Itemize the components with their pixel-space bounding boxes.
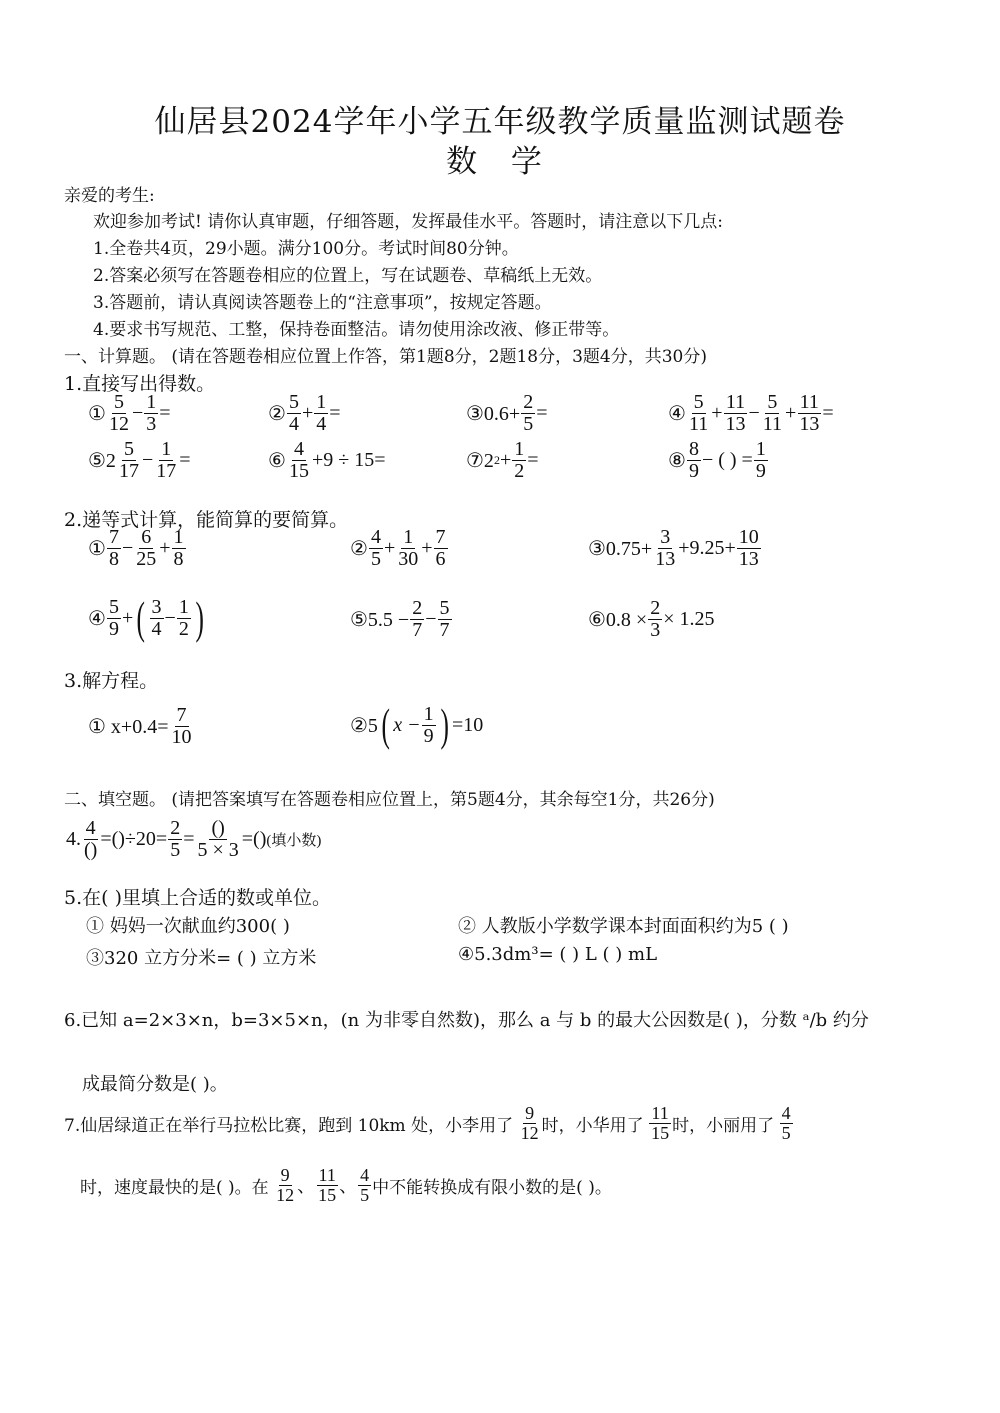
- section-2-heading: 二、填空题。 (请把答案填写在答题卷相应位置上，第5题4分，其余每空1分，共26分): [64, 790, 715, 810]
- q5-item-3: ③320 立方分米= ( ) 立方米: [86, 948, 317, 969]
- q7-line-2: 时，速度最快的是( )。在 9 12 、 11 15 、 4 5 中不能转换成有限小数的是( )。: [80, 1165, 612, 1205]
- q5-item-4: ④5.3dm³= ( ) L ( ) mL: [458, 944, 658, 965]
- q4: 4. 4 () =()÷20= $\frac{2}{5}$ = () 5 × 3 =() (填小数): [66, 817, 322, 861]
- q1-item-5: ⑤2 5 17 − $\frac{1}{17}$ =: [88, 438, 191, 482]
- q1-item-8: ⑧ 8 9 − ( ) = $\frac{1}{9}$: [668, 438, 766, 482]
- q3-item-1: ① x+0.4= $\frac{7}{10}$: [88, 704, 192, 748]
- q6-line-1: 6.已知 a=2×3×n，b=3×5×n，(n 为非零自然数)，那么 a 与 b 的最大公因数是( )，分数 ᵃ/b 约分: [64, 1010, 869, 1031]
- q6-line-2: 成最简分数是( )。: [82, 1074, 228, 1095]
- q2-item-5: ⑤5.5 − $\frac{2}{7}$ − $\frac{5}{7}$: [350, 597, 450, 641]
- intro-text: 欢迎参加考试! 请你认真审题，仔细答题，发挥最佳水平。答题时，请注意以下几点:: [93, 212, 723, 232]
- q2-item-6: ⑥0.8 × $\frac{2}{3}$ × 1.25: [588, 597, 715, 641]
- q3-item-2: ②5 ( x − $\frac{1}{9}$ ) =10: [350, 699, 484, 750]
- q1-item-2: ② 5 4 + $\frac{1}{4}$ =: [268, 391, 341, 435]
- q5-item-2: ② 人教版小学数学课本封面面积约为5 ( ): [458, 916, 789, 937]
- q1-item-3: ③0.6+ $\frac{2}{5}$ =: [466, 391, 548, 435]
- q2-title: 2.递等式计算，能简算的要简算。: [64, 509, 349, 531]
- q1-item-7: ⑦2 2 + $\frac{1}{2}$ =: [466, 438, 539, 482]
- exam-title: 仙居县2024学年小学五年级教学质量监测试题卷: [154, 104, 846, 140]
- q1-title: 1.直接写出得数。: [64, 373, 216, 395]
- q3-title: 3.解方程。: [64, 670, 159, 692]
- q5-title: 5.在( )里填上合适的数或单位。: [64, 887, 331, 909]
- q2-item-1: ① 7 8 − $\frac{6}{25}$ + $\frac{1}{8}$: [88, 526, 184, 570]
- notice-item: 2.答案必须写在答题卷相应的位置上，写在试题卷、草稿纸上无效。: [93, 266, 603, 286]
- q2-item-2: ② 4 5 + $\frac{1}{30}$ + $\frac{7}{6}$: [350, 526, 446, 570]
- q2-item-4: ④ 5 9 + ( 3 4 − $\frac{1}{2}$ ): [88, 592, 204, 643]
- q1-item-1: ① 5 12 − $\frac{1}{3}$ =: [88, 391, 171, 435]
- notice-item: 4.要求书写规范、工整，保持卷面整洁。请勿使用涂改液、修正带等。: [93, 320, 620, 340]
- notice-item: 1.全卷共4页，29小题。满分100分。考试时间80分钟。: [93, 239, 519, 259]
- notice-item: 3.答题前，请认真阅读答题卷上的“注意事项”，按规定答题。: [93, 293, 552, 313]
- subject-title: 数 学: [446, 144, 554, 180]
- q1-item-6: ⑥ 4 15 +9 ÷ 15=: [268, 438, 386, 482]
- q1-item-4: ④ 5 11 + $\frac{11}{13}$ − $\frac{5}{11}$ + $\frac{11}{13}$ =: [668, 391, 834, 435]
- section-1-heading: 一、计算题。 (请在答题卷相应位置上作答，第1题8分，2题18分，3题4分，共30分): [64, 347, 708, 367]
- q2-item-3: ③0.75+ $\frac{3}{13}$ +9.25+ $\frac{10}{13}$: [588, 526, 759, 570]
- q5-item-1: ① 妈妈一次献血约300( ): [86, 916, 290, 937]
- q7-line-1: 7.仙居绿道正在举行马拉松比赛，跑到 10km 处，小李用了 9 12 时，小华用了 11 15 时，小丽用了 4 5: [64, 1103, 791, 1143]
- greeting: 亲爱的考生:: [64, 186, 155, 206]
